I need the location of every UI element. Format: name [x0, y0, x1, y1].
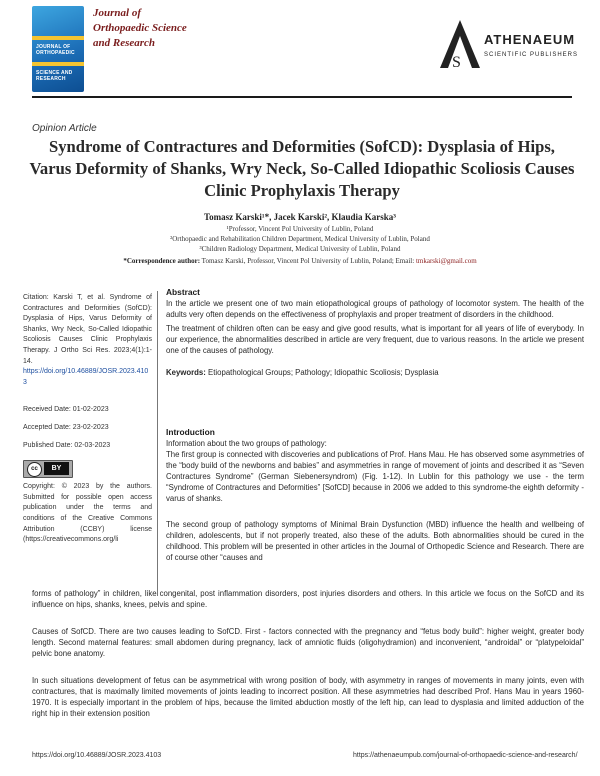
footer-journal-url[interactable]: https://athenaeumpub.com/journal-of-orthopaedic-science-and-research/: [353, 752, 578, 759]
citation-text: Citation: Karski T, et al. Syndrome of Contractures and Deformities (SofCD): Dysplasia of Hips, Varus Deformity of Shanks, Wry Neck, So-Called Idiopathic Scoliosis Causes Clinic Prophylaxis Therapy. J Ortho Sci Res. 2023;4(1):1-14.: [23, 294, 152, 365]
abstract-paragraph: The treatment of children often can be easy and give good results, what is important for all years of life of everybody. In our experience, the abnormalities described in article are very frequent, due to various reasons. In the article we present one of the causes of pathology.: [166, 324, 584, 355]
correspondence-text: Tomasz Karski, Professor, Vincent Pol University of Lublin, Poland; Email:: [200, 257, 416, 265]
keywords-label: Keywords:: [166, 368, 206, 377]
abstract-heading: Abstract: [166, 287, 200, 297]
published-date: Published Date: 02-03-2023: [23, 441, 111, 449]
body-fullwidth: [32, 588, 584, 719]
keywords-line: [166, 367, 584, 378]
introduction-section: [166, 427, 584, 563]
correspondence-label: *Correspondence author:: [123, 257, 201, 265]
svg-text:S: S: [452, 54, 461, 70]
footer-doi-link[interactable]: https://doi.org/10.46889/JOSR.2023.4103: [32, 752, 162, 759]
accepted-date: Accepted Date: 23-02-2023: [23, 423, 109, 431]
publisher-name: ATHENAEUM: [484, 32, 576, 47]
affiliation-2: ²Orthopaedic and Rehabilitation Children Department, Medical University of Lublin, Poland: [170, 235, 430, 243]
received-date: Received Date: 01-02-2023: [23, 406, 109, 414]
body-paragraph: Causes of SofCD. There are two causes leading to SofCD. First - factors connected with the pregnancy and “fetus body build”: higher weight, greater body length. Second maternal features: small abdomen during pregnancy, lack of amniotic fluids (oligohydramion) and inconvenient, “androidal” or “platypeloidal” pelvic bone anatomy.: [32, 627, 584, 658]
body-paragraph: forms of pathology” in children, like congenital, post inflammation disorders, post injuries disorders and others. In this article we focus on the SofCD and its influence on hips, shanks, knees, pelvis and spine.: [32, 589, 584, 609]
sidebar-info: [23, 293, 152, 546]
attribution-icon: BY: [44, 462, 69, 475]
athenaeum-logo-icon: [438, 18, 482, 70]
journal-name-line: Journal of: [93, 7, 141, 19]
intro-paragraph: The second group of pathology symptoms of Minimal Brain Dysfunction (MBD) influence the health and wellbeing of children, adolescents, but if not properly treated, also these of the adults. Both abnormalities should be cured in the childhood. This problem will be presented in other articles in the Journal of Orthopedic Science and Research. There are of course other “causes and: [166, 520, 584, 562]
article-title: Syndrome of Contractures and Deformities (SofCD): Dysplasia of Hips, Varus Deformity of Shanks, Wry Neck, So-Called Idiopathic Scoliosis Causes Clinic Prophylaxis Therapy: [29, 137, 575, 200]
cover-text-3: SCIENCE AND: [36, 70, 73, 76]
intro-paragraph: Information about the two groups of pathology:: [166, 439, 327, 448]
keywords-text: Etiopathological Groups; Pathology; Idiopathic Scoliosis; Dysplasia: [205, 368, 439, 377]
abstract-paragraph: In the article we present one of two main etiopathological groups of pathology of locomotor system. The health of the adults very often depends on the effectiveness of prophylaxis and proper treatment of disorders in the childhood.: [166, 299, 584, 319]
header-divider: [32, 96, 572, 98]
correspondence-line: [0, 257, 600, 265]
body-paragraph: In such situations development of fetus can be asymmetrical with wrong position of body, with asymmetry in ranges of movements in many joints, even with contractures, that is maximally limited movements of joints leading to incorrect position. All these asymmetries had described Prof. Hans Mau in years 1960-1970. It is especially important in the problem of hips, because the limited abduction mostly of the left hip, can lead to dysplasia and limited adduction of the right hip in their extension position: [32, 676, 584, 718]
affiliation-3: ³Children Radiology Department, Medical University of Lublin, Poland: [199, 245, 401, 253]
abstract-section: [166, 287, 584, 378]
journal-cover-logo: [32, 6, 84, 92]
copyright-text: Copyright: © 2023 by the authors. Submitted for possible open access publication under the terms and conditions of the Creative Commons Attribution (CCBY) license (https://creativecommons.org/li: [23, 483, 152, 544]
journal-name: [93, 6, 213, 51]
journal-name-line: and Research: [93, 37, 156, 49]
cover-text-4: RESEARCH: [36, 76, 66, 82]
affiliation-1: ¹Professor, Vincent Pol University of Lublin, Poland: [226, 225, 374, 233]
correspondence-email[interactable]: tmkarski@gmail.com: [415, 257, 477, 265]
intro-paragraph: The first group is connected with discoveries and publications of Prof. Hans Mau. He has observed some asymmetries of the “body build of the newborns and babies” and asymmetries in range of movement of joints and described it as “Seven Contractures Syndrome” (German Siebenersyndrom) (Fig. 1-12). In Lublin for this pathology we use - the term “Syndrome of Contractures and Deformities” [SofCD] because in 2006 we added to this syndrome-the eighth deformity - varus of shanks.: [166, 450, 584, 503]
publisher-subtitle: SCIENTIFIC PUBLISHERS: [484, 52, 579, 58]
cc-by-license-badge[interactable]: [23, 460, 73, 478]
journal-name-line: Orthopaedic Science: [93, 22, 187, 34]
cover-text-2: ORTHOPAEDIC: [36, 50, 75, 56]
cover-text-1: JOURNAL OF: [36, 44, 71, 50]
creative-commons-icon: cc: [27, 462, 42, 477]
sidebar-divider: [157, 291, 158, 596]
article-type: Opinion Article: [32, 123, 97, 134]
author-list: Tomasz Karski¹*, Jacek Karski², Klaudia Karska³: [203, 212, 397, 222]
introduction-heading: Introduction: [166, 427, 215, 437]
citation-doi-link[interactable]: https://doi.org/10.46889/JOSR.2023.4103: [23, 368, 149, 386]
